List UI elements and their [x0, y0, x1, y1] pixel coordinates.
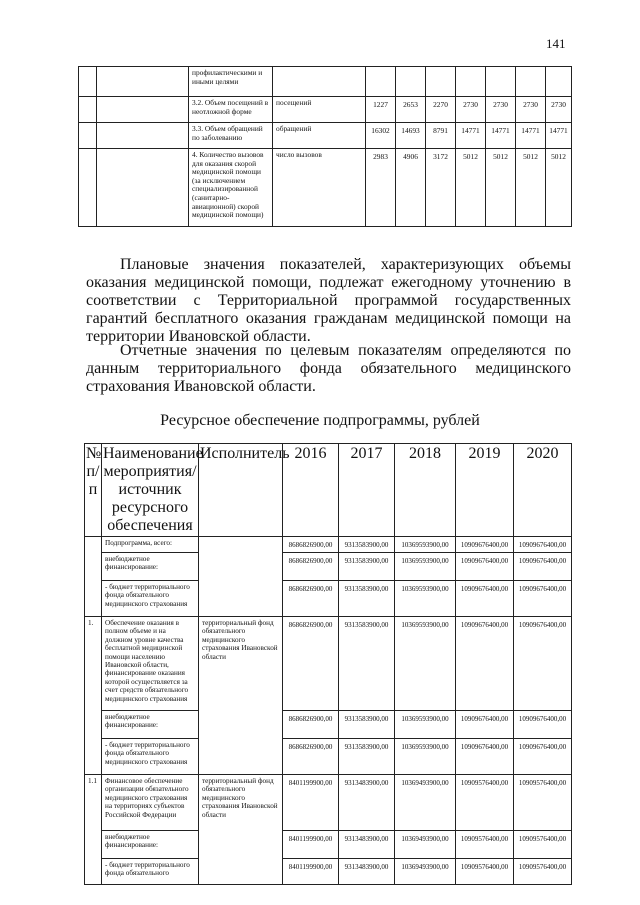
header-cell: 2020: [514, 444, 572, 537]
table-row: [79, 67, 572, 97]
amount-cell: 10909676400,00: [514, 617, 572, 711]
value-cell: 2653: [396, 97, 426, 123]
amount-cell: 10909676400,00: [456, 739, 514, 775]
amount-cell: 10369593900,00: [395, 581, 456, 617]
activity-name-cell: Финансовое обеспечение организации обязательного медицинского страхования на территориях субъектов Российской Федерации: [102, 775, 199, 831]
amount-cell: 10909576400,00: [456, 775, 514, 831]
amount-cell: 8686826900,00: [283, 553, 339, 581]
value-cell: 5012: [546, 149, 572, 227]
table-cell-empty: [97, 97, 189, 123]
amount-cell: 9313583900,00: [339, 537, 395, 553]
amount-cell: 9313583900,00: [339, 739, 395, 775]
table-row: [85, 711, 572, 739]
paragraph-reported-values: Отчетные значения по целевым показателям определяются по данным территориального фонда обязательного медицинского страхования Ивановской области.: [86, 342, 571, 395]
activity-name-cell: - бюджет территориального фонда обязательного: [102, 859, 199, 885]
indicator-name-cell: 3.3. Объем обращений по заболеванию: [189, 123, 273, 149]
amount-cell: 9313483900,00: [339, 775, 395, 831]
amount-cell: 10369593900,00: [395, 617, 456, 711]
indicator-name-cell: профилактическими и иными целями: [189, 67, 273, 97]
indicator-name-cell: 4. Количество вызовов для оказания скорой медицинской помощи (за исключением специализированной (санитарно-авиационной) скорой медицинской помощи): [189, 149, 273, 227]
amount-cell: 9313483900,00: [339, 859, 395, 885]
amount-cell: 10909576400,00: [514, 831, 572, 859]
amount-cell: 10369593900,00: [395, 739, 456, 775]
value-cell: 2270: [426, 97, 456, 123]
header-cell: 2017: [339, 444, 395, 537]
table-cell-empty: [97, 149, 189, 227]
value-cell: 14771: [486, 123, 516, 149]
amount-cell: 10909576400,00: [514, 775, 572, 831]
table-row: [85, 775, 572, 831]
value-cell: 2730: [456, 97, 486, 123]
amount-cell: 10909676400,00: [514, 537, 572, 553]
header-cell: Наименование мероприятия/источник ресурсного обеспечения: [102, 444, 199, 537]
executor-cell: [199, 537, 283, 617]
amount-cell: 9313483900,00: [339, 831, 395, 859]
table-row: [85, 617, 572, 711]
table-row: [85, 859, 572, 885]
table-row: [85, 831, 572, 859]
amount-cell: 10369593900,00: [395, 553, 456, 581]
amount-cell: 8686826900,00: [283, 537, 339, 553]
page-number: 141: [546, 36, 566, 51]
amount-cell: 10909676400,00: [456, 617, 514, 711]
table-row: [85, 581, 572, 617]
value-cell: 14771: [516, 123, 546, 149]
executor-cell: территориальный фонд обязательного медицинского страхования Ивановской области: [199, 617, 283, 775]
amount-cell: 8401199900,00: [283, 831, 339, 859]
value-cell: 14693: [396, 123, 426, 149]
value-cell: 5012: [486, 149, 516, 227]
indicator-volumes-table: [78, 66, 572, 227]
table-cell-empty: [97, 67, 189, 97]
amount-cell: 10909676400,00: [514, 711, 572, 739]
activity-name-cell: Обеспечение оказания в полном объеме и на должном уровне качества бесплатной медицинской помощи населению Ивановской области, финансирование оказания которой осуществляется за счет средств обязательного медицинского страхования: [102, 617, 199, 711]
value-cell: 14771: [546, 123, 572, 149]
value-cell: 4906: [396, 149, 426, 227]
amount-cell: 9313583900,00: [339, 553, 395, 581]
amount-cell: 10369593900,00: [395, 711, 456, 739]
activity-name-cell: - бюджет территориального фонда обязательного медицинского страхования: [102, 739, 199, 775]
table-cell-empty: [79, 123, 97, 149]
paragraph-planned-values: Плановые значения показателей, характеризующих объемы оказания медицинской помощи, подлежат ежегодному уточнению в соответствии с Территориальной программой государственных гарантий бесплатного оказания гражданам медицинской помощи на территории Ивановской области.: [86, 256, 571, 345]
amount-cell: 8686826900,00: [283, 617, 339, 711]
table-cell-empty: [79, 97, 97, 123]
amount-cell: 10909576400,00: [514, 859, 572, 885]
table-cell-empty: [79, 149, 97, 227]
indicator-name-cell: 3.2. Объем посещений в неотложной форме: [189, 97, 273, 123]
amount-cell: 8686826900,00: [283, 711, 339, 739]
unit-cell: [273, 67, 366, 97]
value-cell: 2730: [516, 97, 546, 123]
value-cell: 5012: [516, 149, 546, 227]
table-row: [85, 537, 572, 553]
header-cell: 2018: [395, 444, 456, 537]
value-cell: 16302: [366, 123, 396, 149]
amount-cell: 10369593900,00: [395, 537, 456, 553]
amount-cell: 10909576400,00: [456, 859, 514, 885]
amount-cell: 10909676400,00: [456, 581, 514, 617]
value-cell: 14771: [456, 123, 486, 149]
amount-cell: 10909676400,00: [514, 581, 572, 617]
unit-cell: обращений: [273, 123, 366, 149]
amount-cell: 8401199900,00: [283, 775, 339, 831]
value-cell: [456, 67, 486, 97]
table-row: [79, 149, 572, 227]
table-row: [85, 739, 572, 775]
activity-name-cell: внебюджетное финансирование:: [102, 711, 199, 739]
header-cell: Исполнитель: [199, 444, 283, 537]
table-row: [79, 123, 572, 149]
activity-name-cell: Подпрограмма, всего:: [102, 537, 199, 553]
row-number-cell: 1.: [85, 617, 102, 775]
value-cell: 2730: [486, 97, 516, 123]
executor-cell: территориальный фонд обязательного медицинского страхования Ивановской области: [199, 775, 283, 885]
value-cell: 1227: [366, 97, 396, 123]
value-cell: 8791: [426, 123, 456, 149]
amount-cell: 10909676400,00: [514, 553, 572, 581]
table-row: [85, 553, 572, 581]
activity-name-cell: внебюджетное финансирование:: [102, 831, 199, 859]
amount-cell: 8401199900,00: [283, 859, 339, 885]
unit-cell: число вызовов: [273, 149, 366, 227]
amount-cell: 10909676400,00: [456, 537, 514, 553]
activity-name-cell: - бюджет территориального фонда обязательного медицинского страхования: [102, 581, 199, 617]
unit-cell: посещений: [273, 97, 366, 123]
table-row: [79, 97, 572, 123]
header-cell: 2016: [283, 444, 339, 537]
value-cell: [426, 67, 456, 97]
row-number-cell: 1.1: [85, 775, 102, 885]
table-cell-empty: [79, 67, 97, 97]
value-cell: [516, 67, 546, 97]
value-cell: [366, 67, 396, 97]
amount-cell: 10369493900,00: [395, 831, 456, 859]
value-cell: 2983: [366, 149, 396, 227]
amount-cell: 10369493900,00: [395, 775, 456, 831]
resource-table-title: Ресурсное обеспечение подпрограммы, рублей: [160, 412, 480, 429]
amount-cell: 10909676400,00: [514, 739, 572, 775]
activity-name-cell: внебюджетное финансирование:: [102, 553, 199, 581]
value-cell: 3172: [426, 149, 456, 227]
amount-cell: 10909676400,00: [456, 553, 514, 581]
header-cell: № п/п: [85, 444, 102, 537]
amount-cell: 9313583900,00: [339, 711, 395, 739]
value-cell: [486, 67, 516, 97]
header-cell: 2019: [456, 444, 514, 537]
row-number-cell: [85, 537, 102, 617]
resource-table: [84, 443, 572, 885]
value-cell: 5012: [456, 149, 486, 227]
amount-cell: 9313583900,00: [339, 581, 395, 617]
amount-cell: 10909576400,00: [456, 831, 514, 859]
value-cell: [396, 67, 426, 97]
amount-cell: 10369493900,00: [395, 859, 456, 885]
amount-cell: 8686826900,00: [283, 581, 339, 617]
amount-cell: 9313583900,00: [339, 617, 395, 711]
amount-cell: 10909676400,00: [456, 711, 514, 739]
value-cell: [546, 67, 572, 97]
table-cell-empty: [97, 123, 189, 149]
amount-cell: 8686826900,00: [283, 739, 339, 775]
value-cell: 2730: [546, 97, 572, 123]
